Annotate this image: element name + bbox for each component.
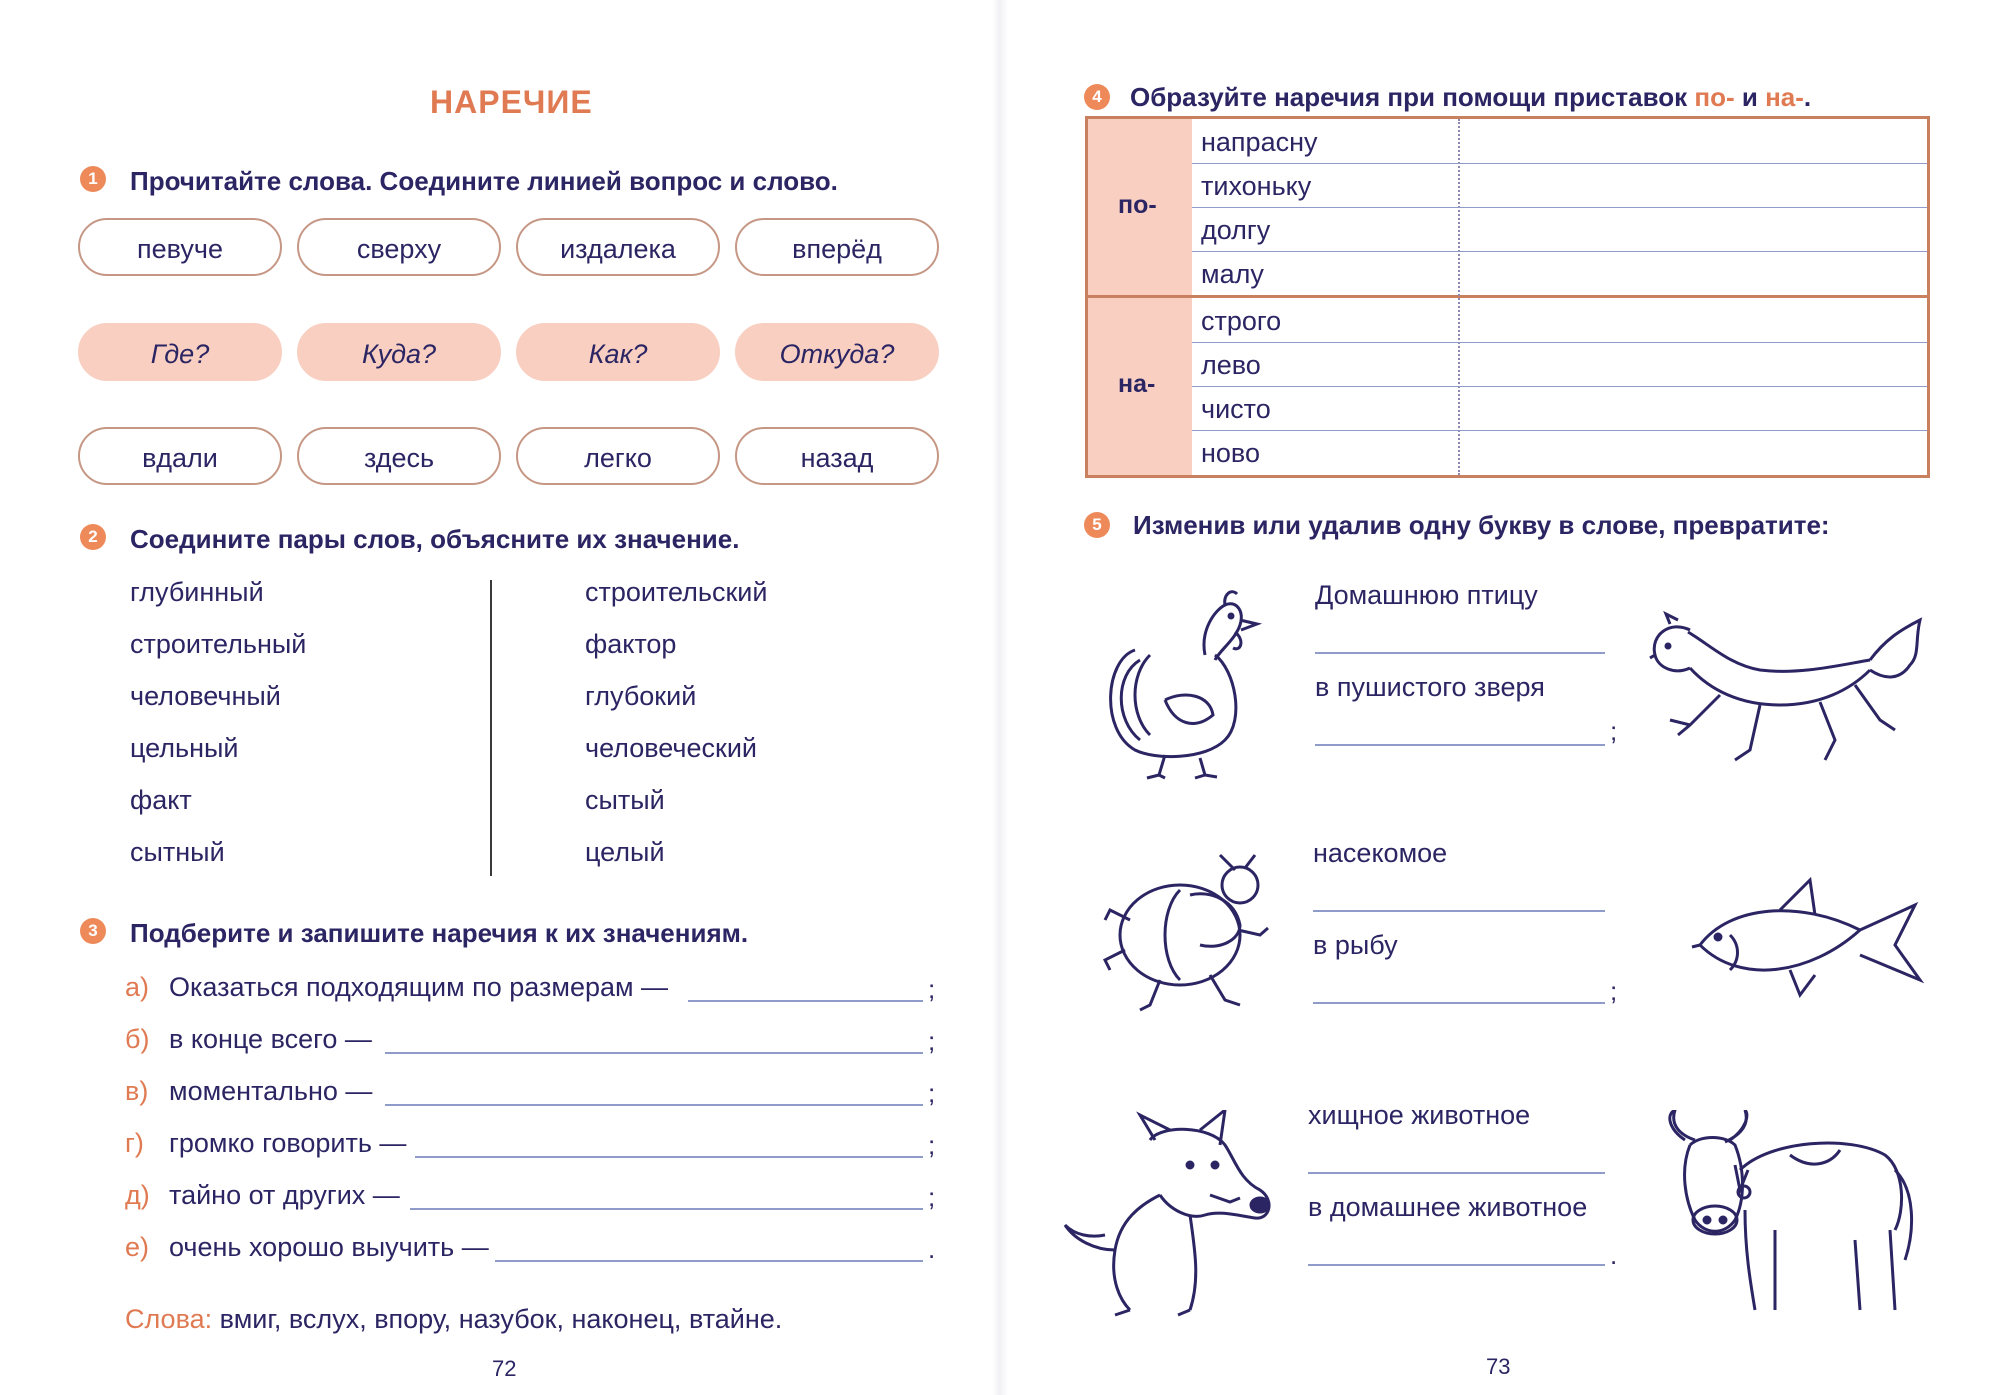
answer-line[interactable] bbox=[1308, 1264, 1605, 1266]
table-word: лево bbox=[1201, 350, 1261, 380]
word-pill[interactable]: здесь bbox=[297, 427, 501, 485]
task-4-end: . bbox=[1803, 82, 1812, 112]
pair-left-word[interactable]: глубинный bbox=[130, 577, 264, 607]
riddle-to: в пушистого зверя bbox=[1315, 672, 1545, 702]
table-word: малу bbox=[1201, 259, 1264, 289]
word-pill[interactable]: певуче bbox=[78, 218, 282, 276]
bull-icon bbox=[1650, 1110, 1920, 1320]
row-line bbox=[1192, 207, 1927, 208]
question-pill[interactable]: Как? bbox=[516, 323, 720, 381]
task-4-instruction bbox=[1130, 82, 1811, 113]
question-pill[interactable]: Откуда? bbox=[735, 323, 939, 381]
wolf-icon bbox=[1060, 1110, 1290, 1320]
task-4-text: Образуйте наречия при помощи приставок bbox=[1130, 82, 1688, 112]
prefix-label: на- bbox=[1118, 370, 1156, 398]
task-2-instruction: Соедините пары слов, объясните их значение. bbox=[130, 524, 740, 554]
dotted-divider bbox=[1458, 119, 1460, 475]
answer-line[interactable] bbox=[1313, 910, 1605, 912]
riddle-from: насекомое bbox=[1313, 838, 1448, 868]
sentence-end: . bbox=[928, 1234, 936, 1264]
pair-right-word[interactable]: фактор bbox=[585, 629, 677, 659]
pair-right-word[interactable]: строительский bbox=[585, 577, 768, 607]
riddle-from: хищное животное bbox=[1308, 1100, 1531, 1130]
sentence-text: Оказаться подходящим по размерам — bbox=[169, 972, 669, 1002]
sentence-end: ; bbox=[928, 1078, 936, 1108]
answer-line[interactable] bbox=[385, 1104, 923, 1106]
page-number: 73 bbox=[1486, 1354, 1511, 1379]
sentence-end: ; bbox=[928, 1026, 936, 1056]
riddle-end: ; bbox=[1610, 716, 1618, 746]
task-4-and: и bbox=[1741, 82, 1758, 112]
answer-line[interactable] bbox=[1308, 1172, 1605, 1174]
task-4-number: 4 bbox=[1084, 84, 1110, 110]
table-word: чисто bbox=[1201, 394, 1271, 424]
answer-line[interactable] bbox=[1313, 1002, 1605, 1004]
pair-left-word[interactable]: цельный bbox=[130, 733, 239, 763]
sentence-end: ; bbox=[928, 974, 936, 1004]
riddle-end: . bbox=[1610, 1240, 1618, 1270]
row-line bbox=[1192, 430, 1927, 431]
sentence-letter: г) bbox=[125, 1128, 144, 1158]
sentence-letter: д) bbox=[125, 1180, 150, 1210]
page-title: НАРЕЧИЕ bbox=[430, 84, 593, 120]
riddle-to: в домашнее животное bbox=[1308, 1192, 1588, 1222]
sentence-text: громко говорить — bbox=[169, 1128, 407, 1158]
word-pill[interactable]: вдали bbox=[78, 427, 282, 485]
sentence-d bbox=[125, 1128, 406, 1159]
sentence-f bbox=[125, 1232, 489, 1263]
pair-right-word[interactable]: сытый bbox=[585, 785, 665, 815]
sentence-e bbox=[125, 1180, 400, 1211]
sentence-a bbox=[125, 972, 668, 1003]
riddle-end: ; bbox=[1610, 976, 1618, 1006]
sentence-letter: в) bbox=[125, 1076, 149, 1106]
prefix-cell-po bbox=[1088, 119, 1192, 295]
sentence-letter: а) bbox=[125, 972, 150, 1002]
answer-line[interactable] bbox=[410, 1208, 923, 1210]
turkey-icon bbox=[1095, 580, 1265, 780]
answer-line[interactable] bbox=[495, 1260, 923, 1262]
task-5-instruction: Изменив или удалив одну букву в слове, превратите: bbox=[1133, 510, 1830, 540]
question-pill[interactable]: Куда? bbox=[297, 323, 501, 381]
sentence-end: ; bbox=[928, 1130, 936, 1160]
prefix-cell-na bbox=[1088, 298, 1192, 475]
sentence-text: тайно от других — bbox=[169, 1180, 400, 1210]
word-bank-label: Слова: bbox=[125, 1304, 213, 1334]
row-line bbox=[1192, 163, 1927, 164]
pair-left-word[interactable]: сытный bbox=[130, 837, 225, 867]
row-line bbox=[1192, 386, 1927, 387]
answer-line[interactable] bbox=[1315, 652, 1605, 654]
task-3-instruction: Подберите и запишите наречия к их значениям. bbox=[130, 918, 749, 948]
page-number: 72 bbox=[492, 1356, 517, 1381]
marten-icon bbox=[1630, 610, 1930, 775]
pair-left-word[interactable]: человечный bbox=[130, 681, 281, 711]
word-bank-list: вмиг, вслух, впору, назубок, наконец, втайне. bbox=[219, 1304, 783, 1334]
beetle-icon bbox=[1100, 850, 1280, 1015]
table-word: ново bbox=[1201, 438, 1260, 468]
table-separator bbox=[1088, 295, 1927, 298]
prefix-na: на- bbox=[1765, 82, 1804, 112]
word-bank bbox=[125, 1304, 782, 1335]
sentence-text: очень хорошо выучить — bbox=[169, 1232, 489, 1262]
word-pill[interactable]: сверху bbox=[297, 218, 501, 276]
task-1-number: 1 bbox=[80, 166, 106, 192]
divider-line bbox=[490, 580, 492, 876]
task-1-instruction: Прочитайте слова. Соедините линией вопрос и слово. bbox=[130, 166, 838, 196]
task-2-number: 2 bbox=[80, 524, 106, 550]
table-word: тихоньку bbox=[1201, 171, 1312, 201]
answer-line[interactable] bbox=[385, 1052, 923, 1054]
table-word: напрасну bbox=[1201, 127, 1318, 157]
sentence-letter: б) bbox=[125, 1024, 150, 1054]
task-3-number: 3 bbox=[80, 918, 106, 944]
sentence-c bbox=[125, 1076, 372, 1107]
pair-right-word[interactable]: глубокий bbox=[585, 681, 697, 711]
right-page bbox=[1000, 0, 2000, 1395]
sentence-text: моментально — bbox=[169, 1076, 373, 1106]
prefix-table bbox=[1085, 116, 1930, 478]
riddle-to: в рыбу bbox=[1313, 930, 1398, 960]
sentence-b bbox=[125, 1024, 372, 1055]
answer-line[interactable] bbox=[415, 1156, 923, 1158]
sentence-text: в конце всего — bbox=[169, 1024, 372, 1054]
prefix-label: по- bbox=[1118, 191, 1157, 219]
answer-line[interactable] bbox=[1315, 744, 1605, 746]
word-pill[interactable]: вперёд bbox=[735, 218, 939, 276]
pair-right-word[interactable]: человеческий bbox=[585, 733, 757, 763]
pair-right-word[interactable]: целый bbox=[585, 837, 665, 867]
question-pill[interactable]: Где? bbox=[78, 323, 282, 381]
sentence-letter: е) bbox=[125, 1232, 150, 1262]
table-word: долгу bbox=[1201, 215, 1271, 245]
word-pill[interactable]: назад bbox=[735, 427, 939, 485]
fish-icon bbox=[1690, 875, 1930, 1005]
row-line bbox=[1192, 342, 1927, 343]
table-word: строго bbox=[1201, 306, 1282, 336]
task-5-number: 5 bbox=[1084, 512, 1110, 538]
answer-line[interactable] bbox=[688, 1000, 923, 1002]
sentence-end: ; bbox=[928, 1182, 936, 1212]
riddle-from: Домашнюю птицу bbox=[1315, 580, 1538, 610]
prefix-po: по- bbox=[1694, 82, 1735, 112]
word-pill[interactable]: легко bbox=[516, 427, 720, 485]
row-line bbox=[1192, 251, 1927, 252]
pair-left-word[interactable]: факт bbox=[130, 785, 192, 815]
pair-left-word[interactable]: строительный bbox=[130, 629, 307, 659]
word-pill[interactable]: издалека bbox=[516, 218, 720, 276]
